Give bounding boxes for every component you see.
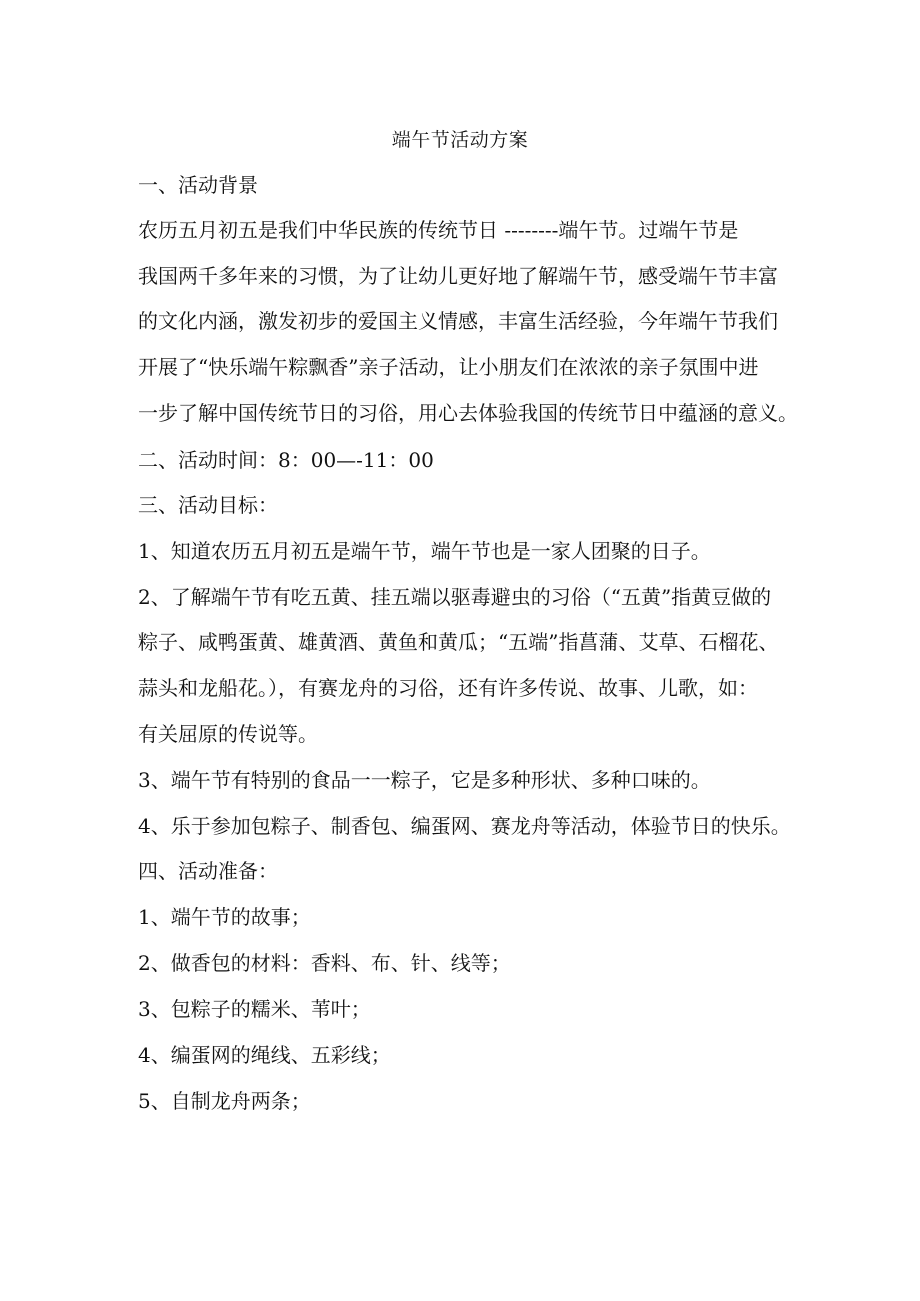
goal-item: 1、知道农历五月初五是端午节，端午节也是一家人团聚的日子。 bbox=[138, 539, 711, 563]
paragraph-line: 一步了解中国传统节日的习俗，用心去体验我国的传统节日中蕴涵的意义。 bbox=[138, 401, 798, 425]
paragraph-line: 的文化内涵，激发初步的爱国主义情感，丰富生活经验，今年端午节我们 bbox=[138, 309, 778, 333]
preparation-item: 2、做香包的材料：香料、布、针、线等； bbox=[138, 951, 511, 975]
goal-item-continued: 粽子、咸鸭蛋黄、雄黄酒、黄鱼和黄瓜；“五端”指菖蒲、艾草、石榴花、 bbox=[138, 630, 779, 654]
paragraph-line: 开展了“快乐端午粽飘香”亲子活动，让小朋友们在浓浓的亲子氛围中进 bbox=[138, 355, 759, 379]
goal-item: 2、了解端午节有吃五黄、挂五端以驱毒避虫的习俗（“五黄”指黄豆做的 bbox=[138, 585, 772, 609]
section-heading-goals: 三、活动目标： bbox=[138, 493, 278, 517]
goal-item: 3、端午节有特别的食品一一粽子，它是多种形状、多种口味的。 bbox=[138, 768, 711, 792]
section-heading-background: 一、活动背景 bbox=[138, 173, 258, 197]
section-heading-preparation: 四、活动准备： bbox=[138, 859, 278, 883]
goal-item-continued: 蒜头和龙船花。），有赛龙舟的习俗，还有许多传说、故事、儿歌，如： bbox=[138, 676, 758, 700]
preparation-item: 1、端午节的故事； bbox=[138, 905, 311, 929]
section-heading-time: 二、活动时间：8：00—-11：00 bbox=[138, 448, 434, 472]
document-title: 端午节活动方案 bbox=[391, 129, 529, 151]
preparation-item: 3、包粽子的糯米、苇叶； bbox=[138, 997, 371, 1021]
preparation-item: 5、自制龙舟两条； bbox=[138, 1089, 311, 1113]
goal-item-continued: 有关屈原的传说等。 bbox=[138, 722, 318, 746]
goal-item: 4、乐于参加包粽子、制香包、编蛋网、赛龙舟等活动，体验节日的快乐。 bbox=[138, 814, 791, 838]
preparation-item: 4、编蛋网的绳线、五彩线； bbox=[138, 1043, 391, 1067]
paragraph-line: 我国两千多年来的习惯，为了让幼儿更好地了解端午节，感受端午节丰富 bbox=[138, 264, 778, 288]
paragraph-line: 农历五月初五是我们中华民族的传统节日 --------端午节。过端午节是 bbox=[138, 218, 739, 242]
